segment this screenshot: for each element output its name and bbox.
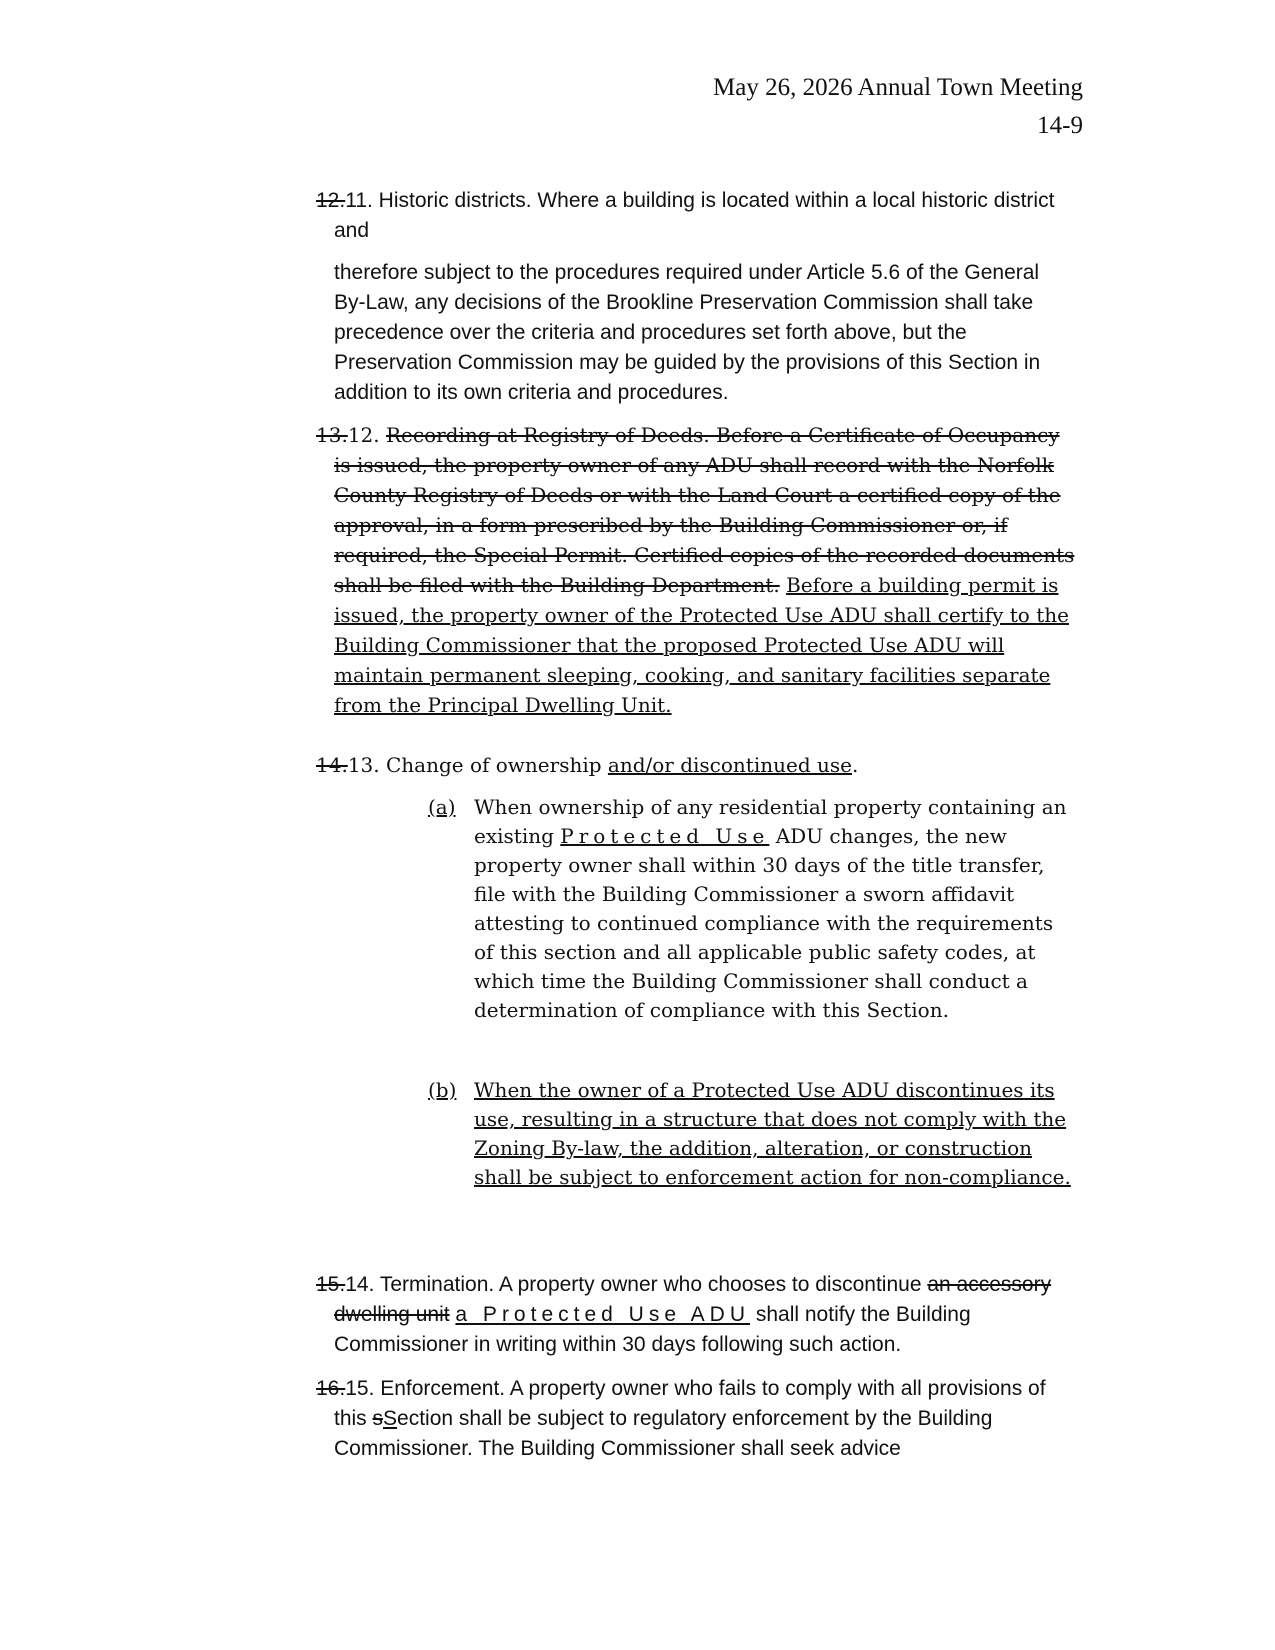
section-12-recording xyxy=(316,420,1076,720)
section-11-continuation: therefore subject to the procedures required under Article 5.6 of the General By-Law, any decisions of the Brookline Preservation Commission shall take precedence over the criteria and procedures set forth above, but the Preservation Commission may be guided by the provisions of this Section in addition to its own criteria and procedures. xyxy=(334,261,1041,404)
subsection-label: (a) xyxy=(428,795,456,819)
section-text: . Termination. A property owner who chooses to discontinue xyxy=(368,1273,928,1296)
section-text: ection shall be subject to regulatory enforcement by the Building Commissioner. The Building Commissioner shall seek advice xyxy=(334,1407,993,1460)
inserted-text: and/or discontinued use xyxy=(607,753,852,777)
section-13-change-of-ownership xyxy=(316,750,1076,780)
section-text: . Historic districts. Where a building is located within a local historic district and xyxy=(334,189,1055,242)
deleted-number: 15. xyxy=(316,1273,346,1296)
subsection-text: When ownership of any residential property containing an existing xyxy=(474,795,1067,848)
subsection-body xyxy=(474,793,1078,1025)
section-number: 12. xyxy=(347,423,386,447)
meeting-header: May 26, 2026 Annual Town Meeting xyxy=(713,74,1083,101)
section-text: . Enforcement. A property owner who fails to comply with all provisions of this xyxy=(334,1377,1046,1430)
inserted-text: S xyxy=(383,1407,398,1430)
inserted-text: a Protected Use ADU xyxy=(455,1303,751,1326)
deleted-number: 12. xyxy=(316,189,346,212)
deleted-number: 16. xyxy=(316,1377,346,1400)
section-number: 15 xyxy=(345,1377,369,1400)
section-text: shall notify the Building Commissioner in writing within 30 days following such action. xyxy=(334,1303,971,1356)
section-number: 11 xyxy=(345,189,368,212)
page-number: 14-9 xyxy=(1037,112,1083,139)
deleted-number: 14. xyxy=(316,753,348,777)
subsection-text: ADU changes, the new property owner shall within 30 days of the title transfer, file with the Building Commissioner a sworn affidavit attesting to continued compliance with the requirements of this section and all applicable public safety codes, at which time the Building Commissioner shall conduct a determination of compliance with this Section. xyxy=(474,824,1054,1022)
inserted-text: Protected Use xyxy=(560,824,770,848)
heading-end: . xyxy=(851,753,859,777)
section-11-historic-districts xyxy=(316,186,1076,246)
deleted-text: Recording at Registry of Deeds. Before a Certificate of Occupancy is issued, the property owner of any ADU shall record with the Norfolk County Registry of Deeds or with the Land Court a certified copy of the approval, in a form prescribed by the Building Commissioner or, if required, the Special Permit. Certified copies of the recorded documents shall be filed with the Building Department. xyxy=(334,423,1075,597)
section-15-enforcement xyxy=(316,1374,1076,1464)
section-heading: 13. Change of ownership xyxy=(347,753,608,777)
section-14-termination xyxy=(316,1270,1076,1360)
subsection-b xyxy=(428,1076,1078,1236)
section-number: 14 xyxy=(345,1273,369,1296)
subsection-label: (b) xyxy=(428,1078,457,1102)
deleted-number: 13. xyxy=(316,423,348,447)
inserted-text: Before a building permit is issued, the property owner of the Protected Use ADU shall certify to the Building Commissioner that the proposed Protected Use ADU will maintain permanent sleeping, cooking, and sanitary facilities separate from the Principal Dwelling Unit. xyxy=(334,573,1069,717)
subsection-a xyxy=(428,793,1078,1093)
inserted-text: When the owner of a Protected Use ADU discontinues its use, resulting in a structure that does not comply with the Zoning By-law, the addition, alteration, or construction shall be subject to enforcement action for non-compliance. xyxy=(474,1078,1071,1189)
deleted-text: an accessory dwelling unit xyxy=(334,1273,1052,1326)
deleted-text: s xyxy=(372,1407,384,1430)
